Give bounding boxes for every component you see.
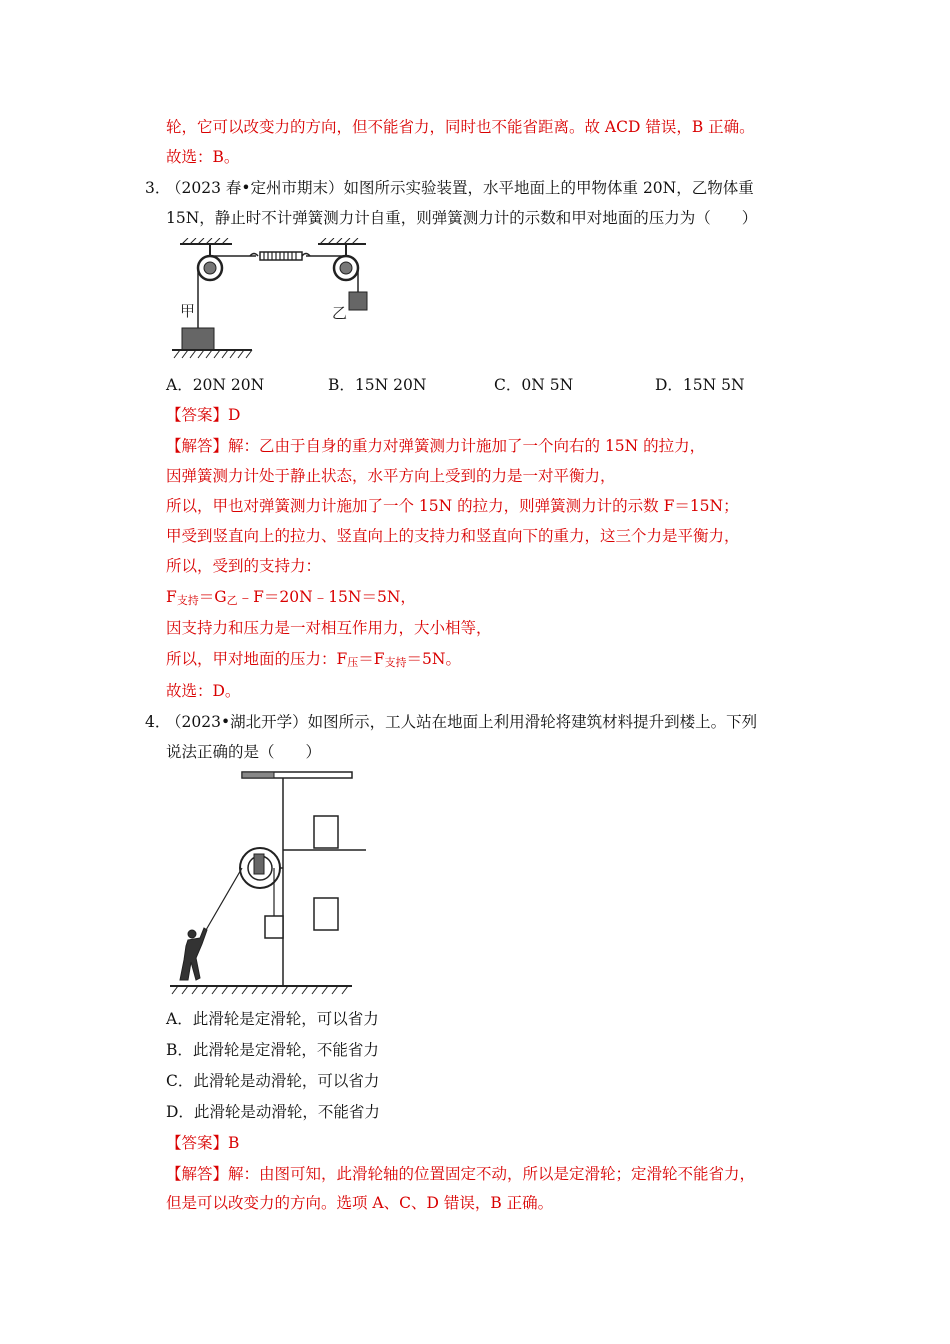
q3-option-b: B．15N 20N bbox=[328, 376, 427, 394]
block-jia bbox=[182, 328, 214, 350]
q4-answer: 【答案】B bbox=[166, 1134, 240, 1152]
q3-analysis-line4: 甲受到竖直向上的拉力、竖直向上的支持力和竖直向下的重力，这三个力是平衡力， bbox=[166, 527, 740, 545]
q3-stem-line1: （2023 春•定州市期末）如图所示实验装置，水平地面上的甲物体重 20N，乙物体重 bbox=[166, 179, 754, 197]
analysis-text: 解：乙由于自身的重力对弹簧测力计施加了一个向右的 15N 的拉力， bbox=[228, 437, 706, 455]
q3-answer: 【答案】D bbox=[166, 406, 241, 424]
analysis-text: 解：由图可知，此滑轮轴的位置固定不动，所以是定滑轮；定滑轮不能省力， bbox=[228, 1165, 756, 1183]
q3-analysis-line1 bbox=[166, 435, 705, 457]
label-jia: 甲 bbox=[180, 302, 196, 320]
prev-analysis-line: 轮，它可以改变力的方向，但不能省力，同时也不能省距离。故 ACD 错误，B 正确。 bbox=[166, 118, 755, 136]
q3-analysis-line7: 因支持力和压力是一对相互作用力，大小相等， bbox=[166, 619, 492, 637]
lower-window bbox=[314, 898, 338, 930]
q4-analysis-line1 bbox=[166, 1163, 755, 1185]
q3-option-a: A．20N 20N bbox=[166, 376, 265, 394]
q3-option-d: D．15N 5N bbox=[655, 376, 745, 394]
q3-analysis-line3: 所以，甲也对弹簧测力计施加了一个 15N 的拉力，则弹簧测力计的示数 F＝15N； bbox=[166, 497, 739, 515]
q3-number: 3． bbox=[145, 179, 171, 197]
q3-pulley-figure bbox=[166, 238, 376, 360]
q4-option-d: D．此滑轮是动滑轮，不能省力 bbox=[166, 1103, 380, 1121]
q3-formula-support: $F_{支持}=G_乙﹣F=20N﹣15N=5N$， bbox=[166, 588, 416, 607]
q4-worker-pulley-figure bbox=[166, 768, 366, 1000]
q3-analysis-line5: 所以，受到的支持力： bbox=[166, 557, 322, 575]
q3-option-c: C．0N 5N bbox=[494, 376, 574, 394]
q4-option-a: A．此滑轮是定滑轮，可以省力 bbox=[166, 1010, 379, 1028]
worker bbox=[180, 928, 207, 980]
analysis-tag: 【解答】 bbox=[166, 437, 229, 455]
prev-choose: 故选：B。 bbox=[166, 148, 240, 166]
q3-stem-line2: 15N，静止时不计弹簧测力计自重，则弹簧测力计的示数和甲对地面的压力为（ ） bbox=[166, 209, 758, 227]
q4-analysis-line2: 但是可以改变力的方向。选项 A、C、D 错误，B 正确。 bbox=[166, 1194, 554, 1212]
q3-choose: 故选：D。 bbox=[166, 682, 241, 700]
q3-analysis-line2: 因弹簧测力计处于静止状态，水平方向上受到的力是一对平衡力， bbox=[166, 467, 616, 485]
q4-stem-line1: （2023•湖北开学）如图所示，工人站在地面上利用滑轮将建筑材料提升到楼上。下列 bbox=[166, 713, 758, 731]
spring-scale bbox=[250, 252, 310, 260]
upper-window bbox=[314, 816, 338, 848]
material-load bbox=[265, 916, 283, 938]
label-yi: 乙 bbox=[332, 304, 348, 322]
q4-number: 4． bbox=[145, 713, 171, 731]
q3-formula-pressure: 所以，甲对地面的压力：$F_压=F_{支持}=5N$。 bbox=[166, 650, 461, 669]
block-yi bbox=[349, 292, 367, 310]
q4-option-b: B．此滑轮是定滑轮，不能省力 bbox=[166, 1041, 379, 1059]
q4-option-c: C．此滑轮是动滑轮，可以省力 bbox=[166, 1072, 380, 1090]
analysis-tag: 【解答】 bbox=[166, 1165, 229, 1183]
q4-stem-line2: 说法正确的是（ ） bbox=[166, 743, 322, 761]
